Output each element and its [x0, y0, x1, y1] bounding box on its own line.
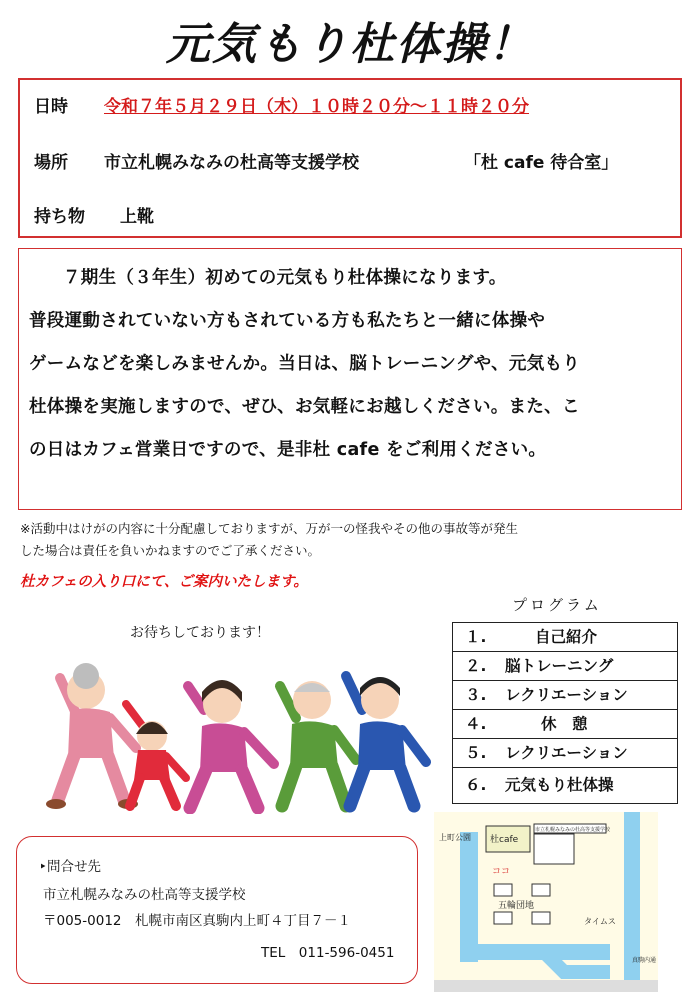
items-row	[34, 202, 154, 227]
program-item	[453, 768, 677, 802]
triangle-bullet-icon: ‣	[39, 859, 47, 875]
program-item-number: ５.	[465, 744, 487, 762]
map-housing-label: 五輪団地	[498, 901, 535, 911]
contact-heading-label: 問合せ先	[46, 859, 101, 875]
contact-box	[16, 836, 418, 984]
woman-figure	[188, 680, 274, 808]
program-item-label: レクリエーション	[505, 686, 628, 704]
map-street-label: 真駒内通	[632, 957, 657, 964]
program-item	[453, 681, 677, 710]
map-cafe-label: 杜cafe	[490, 835, 519, 845]
safety-notice	[20, 518, 518, 562]
date-label: 日時	[34, 97, 68, 117]
notice-line: した場合は責任を負いかねますのでご了承ください。	[20, 543, 321, 558]
program-item-number: ６.	[465, 776, 487, 794]
map-here-label: ココ	[492, 867, 511, 877]
contact-address: 〒005-0012 札幌市南区真駒内上町４丁目７－１	[43, 913, 351, 929]
items-label: 持ち物	[34, 207, 85, 227]
man-figure	[346, 676, 426, 806]
program-item	[453, 652, 677, 681]
program-table	[452, 622, 678, 804]
contact-school: 市立札幌みなみの杜高等支援学校	[43, 887, 246, 903]
program-item-label: 自己紹介	[535, 628, 598, 646]
description-line: ７期生（３年生）初めての元気もり杜体操になります。	[63, 268, 507, 288]
map-school-sign: 市立札幌みなみの杜高等支援学校	[535, 827, 611, 833]
contact-heading	[39, 855, 101, 875]
program-title: プログラム	[512, 596, 602, 614]
place-room: 「杜 cafe 待合室」	[464, 153, 619, 173]
items-value: 上靴	[120, 207, 154, 227]
program-item-label: 元気もり杜体操	[505, 776, 614, 794]
description-line: ゲームなどを楽しみませんか。当日は、脳トレーニングや、元気もり	[29, 354, 581, 374]
welcome-text: お待ちしております！	[130, 625, 270, 641]
map-park-label: 上町公園	[439, 833, 471, 842]
description-line: 普段運動されていない方もされている方も私たちと一緒に体操や	[29, 311, 546, 331]
girl-figure	[126, 704, 186, 806]
description-line: 杜体操を実施しますので、ぜひ、お気軽にお越しください。また、こ	[29, 397, 580, 417]
program-item-label: 脳トレーニング	[505, 657, 614, 675]
program-item	[453, 739, 677, 768]
description-line: の日はカフェ営業日ですので、是非杜 cafe をご利用ください。	[29, 440, 547, 460]
date-row	[34, 92, 529, 117]
program-item	[453, 710, 677, 739]
exercise-illustration	[40, 648, 432, 814]
page-title: 元気もり杜体操！	[166, 19, 534, 70]
program-item-label: 休 憩	[541, 715, 588, 733]
notice-line: ※活動中はけがの内容に十分配慮しておりますが、万が一の怪我やその他の事故等が発生	[20, 521, 518, 536]
program-item	[453, 623, 677, 652]
program-item-number: １.	[465, 628, 487, 646]
grandmother-figure	[46, 663, 138, 809]
place-label: 場所	[34, 153, 68, 173]
guide-text: 杜カフェの入り口にて、ご案内いたします。	[20, 574, 308, 590]
contact-tel: TEL 011-596-0451	[261, 945, 395, 961]
grandfather-figure	[280, 681, 356, 806]
event-info-box	[18, 78, 682, 238]
place-value: 市立札幌みなみの杜高等支援学校	[104, 153, 359, 173]
description-box	[18, 248, 682, 510]
place-row	[34, 148, 619, 173]
program-item-label: レクリエーション	[505, 744, 628, 762]
access-map	[434, 812, 658, 992]
map-time-label: タイムス	[584, 917, 616, 926]
program-item-number: ３.	[465, 686, 487, 704]
program-item-number: ２.	[465, 657, 487, 675]
program-item-number: ４.	[465, 715, 487, 733]
date-value: 令和７年５月２９日（木）１０時２０分～１１時２０分	[104, 97, 529, 117]
